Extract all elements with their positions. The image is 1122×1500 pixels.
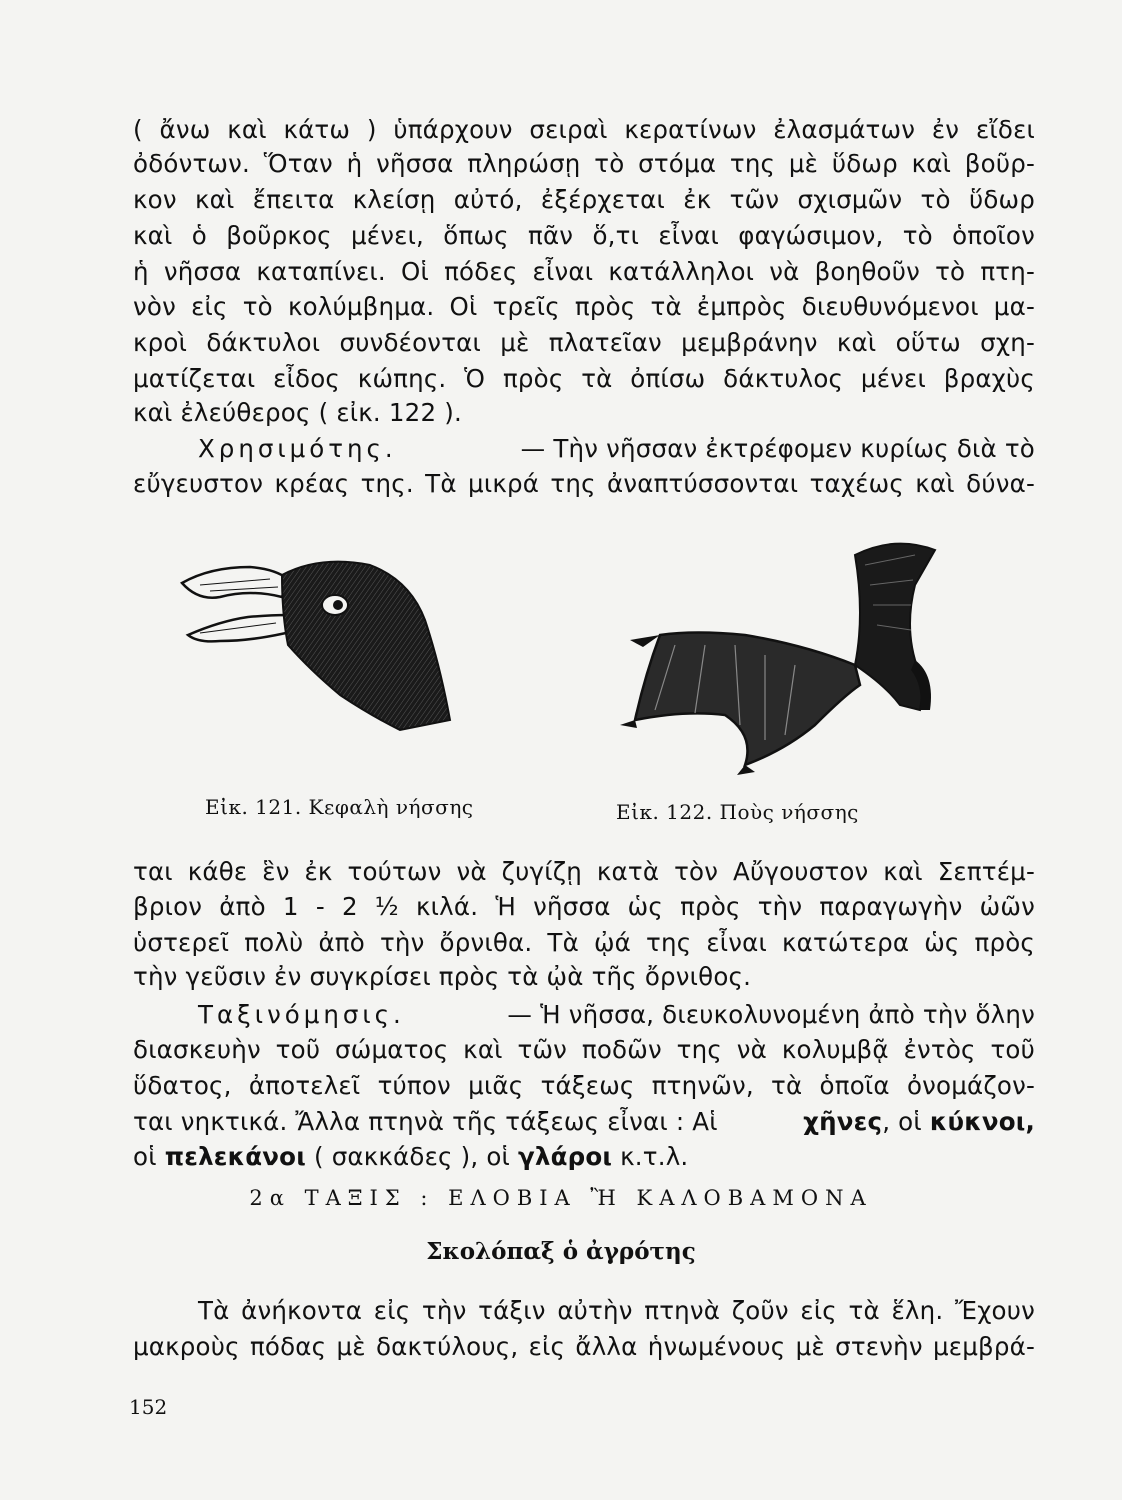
duck-head-illustration [170,545,465,745]
usefulness-text: — Τὴν νῆσσαν ἐκτρέφομεν κυρίως διὰ τὸ [520,434,1035,463]
classification-line-5 [133,1140,1035,1174]
text-line: κροὶ δάκτυλοι συνδέονται μὲ πλατεῖαν μεμβράνην καὶ οὕτω σχη- [133,328,1035,357]
bold-term: πελεκάνοι [164,1142,306,1171]
figure-122-caption: Εἰκ. 122. Ποὺς νήσσης [616,800,859,824]
duck-foot-illustration [615,525,950,780]
text-line: Τὰ ἀνήκοντα εἰς τὴν τάξιν αὐτὴν πτηνὰ ζοῦν εἰς τὰ ἕλη. Ἔχουν [198,1296,1035,1325]
text-line: διασκευὴν τοῦ σώματος καὶ τῶν ποδῶν της νὰ κολυμβᾷ ἐντὸς τοῦ [133,1035,1035,1064]
text-fragment: κ.τ.λ. [620,1142,689,1171]
text-line: εὔγευστον κρέας της. Τὰ μικρά της ἀναπτύσσονται ταχέως καὶ δύνα- [133,469,1035,498]
text-line: κον καὶ ἔπειτα κλείσῃ αὐτό, ἐξέρχεται ἐκ τῶν σχισμῶν τὸ ὕδωρ [133,185,1035,214]
text-line: ὕδατος, ἀποτελεῖ τύπον μιᾶς τάξεως πτηνῶν, τὰ ὁποῖα ὀνομάζον- [133,1071,1035,1100]
page-number: 152 [129,1395,168,1419]
text-line: καὶ ἐλεύθερος ( εἰκ. 122 ). [133,398,462,427]
bold-term: κύκνοι, [929,1107,1035,1136]
text-line: ( ἄνω καὶ κάτω ) ὑπάρχουν σειραὶ κερατίνων ἐλασμάτων ἐν εἴδει [133,115,1035,144]
text-line: νὸν εἰς τὸ κολύμβημα. Οἱ τρεῖς πρὸς τὰ ἐμπρὸς διευθυνόμενοι μα- [133,292,1035,321]
text-line: ὀδόντων. Ὅταν ἡ νῆσσα πληρώσῃ τὸ στόμα της μὲ ὕδωρ καὶ βοῦρ- [133,149,1035,178]
text-line: ματίζεται εἶδος κώπης. Ὁ πρὸς τὰ ὀπίσω δάκτυλος μένει βραχὺς [133,364,1035,393]
text-line: ἡ νῆσσα καταπίνει. Οἱ πόδες εἶναι κατάλληλοι νὰ βοηθοῦν τὸ πτη- [133,257,1035,286]
usefulness-heading: Χρησιμότης. [198,434,397,463]
classification-heading: Ταξινόμησις. [198,1000,405,1029]
order-heading: 2α ΤΑΞΙΣ : ΕΛΟΒΙΑ Ἢ ΚΑΛΟΒΑΜΟΝΑ [249,1186,873,1210]
text-fragment [803,1105,1035,1139]
text-fragment: οἱ [133,1142,157,1171]
bold-term: χῆνες [803,1107,883,1136]
text-line: ται κάθε ἓν ἐκ τούτων νὰ ζυγίζῃ κατὰ τὸν Αὔγουστον καὶ Σεπτέμ- [133,857,1035,886]
text-line: τὴν γεῦσιν ἐν συγκρίσει πρὸς τὰ ᾠὰ τῆς ὄρνιθος. [133,962,752,991]
figure-121-caption: Εἰκ. 121. Κεφαλὴ νήσσης [205,795,474,819]
text-line: μακροὺς πόδας μὲ δακτύλους, εἰς ἄλλα ἡνωμένους μὲ στενὴν μεμβρά- [133,1332,1035,1361]
classification-line-4 [133,1105,1035,1139]
species-heading: Σκολόπαξ ὁ ἀγρότης [426,1238,696,1265]
text-fragment: ( σακκάδες ), οἱ [313,1142,511,1171]
text-line: ὑστερεῖ πολὺ ἀπὸ τὴν ὄρνιθα. Τὰ ᾠά της εἶναι κατώτερα ὡς πρὸς [133,928,1035,957]
text-line: καὶ ὁ βοῦρκος μένει, ὅπως πᾶν ὅ,τι εἶναι φαγώσιμον, τὸ ὁποῖον [133,221,1035,250]
classification-line-1 [198,998,1035,1032]
classification-text: — Ἡ νῆσσα, διευκολυνομένη ἀπὸ τὴν ὅλην [507,1000,1035,1029]
text-line: βριον ἀπὸ 1 - 2 ½ κιλά. Ἡ νῆσσα ὡς πρὸς τὴν παραγωγὴν ὠῶν [133,892,1035,921]
text-fragment: , οἱ [882,1107,922,1136]
bold-term: γλάροι [518,1142,613,1171]
usefulness-line-1 [198,432,1035,466]
text-fragment: ται νηκτικά. Ἄλλα πτηνὰ τῆς τάξεως εἶναι : Αἱ [133,1107,718,1136]
